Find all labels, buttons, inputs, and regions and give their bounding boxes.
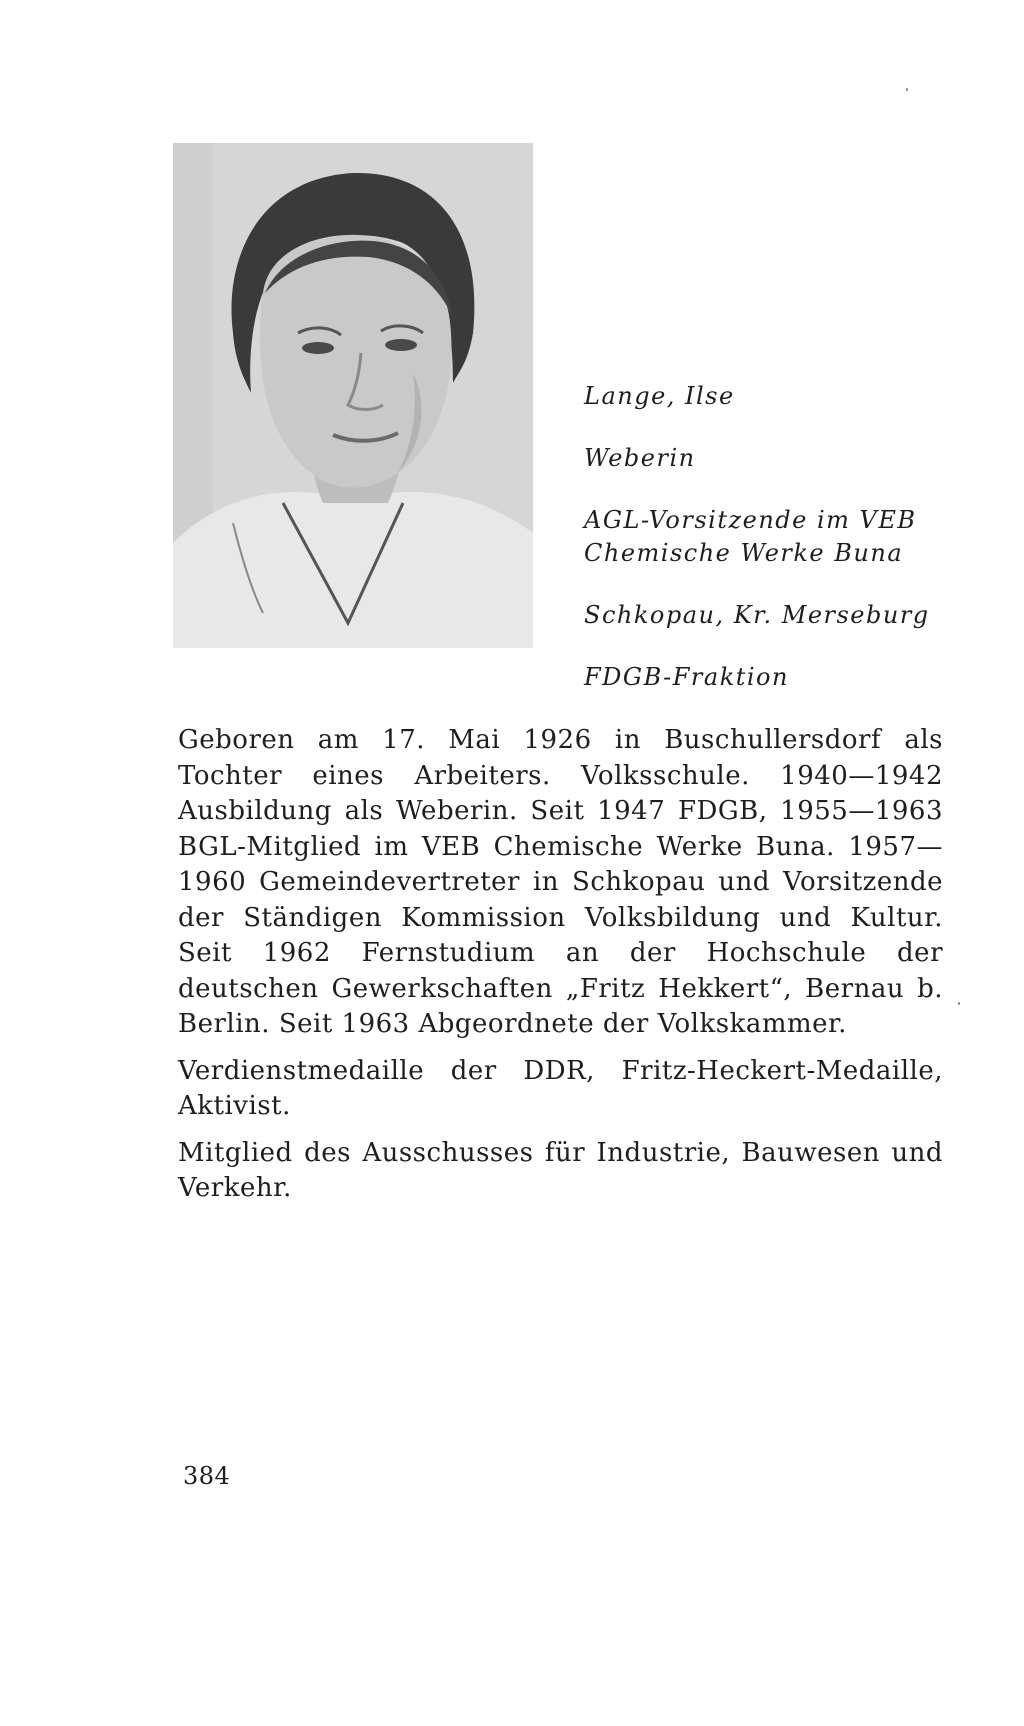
person-position-line2: Chemische Werke Buna — [584, 539, 904, 567]
person-location: Schkopau, Kr. Merseburg — [584, 601, 930, 629]
person-caption — [584, 380, 984, 723]
biography-paragraph-committee: Mitglied des Ausschusses für Industrie, Bauwesen und Verkehr. — [178, 1137, 943, 1203]
person-profession: Weberin — [584, 444, 696, 472]
person-name: Lange, Ilse — [584, 382, 735, 410]
person-position-line1: AGL-Vorsitzende im VEB — [584, 506, 917, 534]
person-position — [584, 504, 984, 570]
biography — [178, 723, 943, 1218]
person-faction: FDGB-Fraktion — [584, 663, 789, 691]
print-speck — [958, 1002, 960, 1005]
print-speck — [906, 88, 908, 91]
biography-paragraph-career: Geboren am 17. Mai 1926 in Buschullersdorf als Tochter eines Arbeiters. Volksschule. 1940—1942 Ausbildung als Weberin. Seit 1947 FDGB, 1955—1963 BGL-Mitglied im VEB Chemische Werke Buna. 1957—1960 Gemeindevertreter in Schkopau und Vorsitzende der Ständigen Kommission Volksbildung und Kultur. Seit 1962 Fernstudium an der Hochschule der deutschen Gewerkschaften „Fritz Hekkert“, Bernau b. Berlin. Seit 1963 Abgeordnete der Volkskammer. — [178, 725, 943, 1039]
portrait-photo — [173, 143, 533, 648]
page-number: 384 — [183, 1462, 231, 1490]
portrait-illustration — [173, 143, 533, 648]
biography-paragraph-awards: Verdienstmedaille der DDR, Fritz-Heckert-Medaille, Aktivist. — [178, 1055, 943, 1121]
